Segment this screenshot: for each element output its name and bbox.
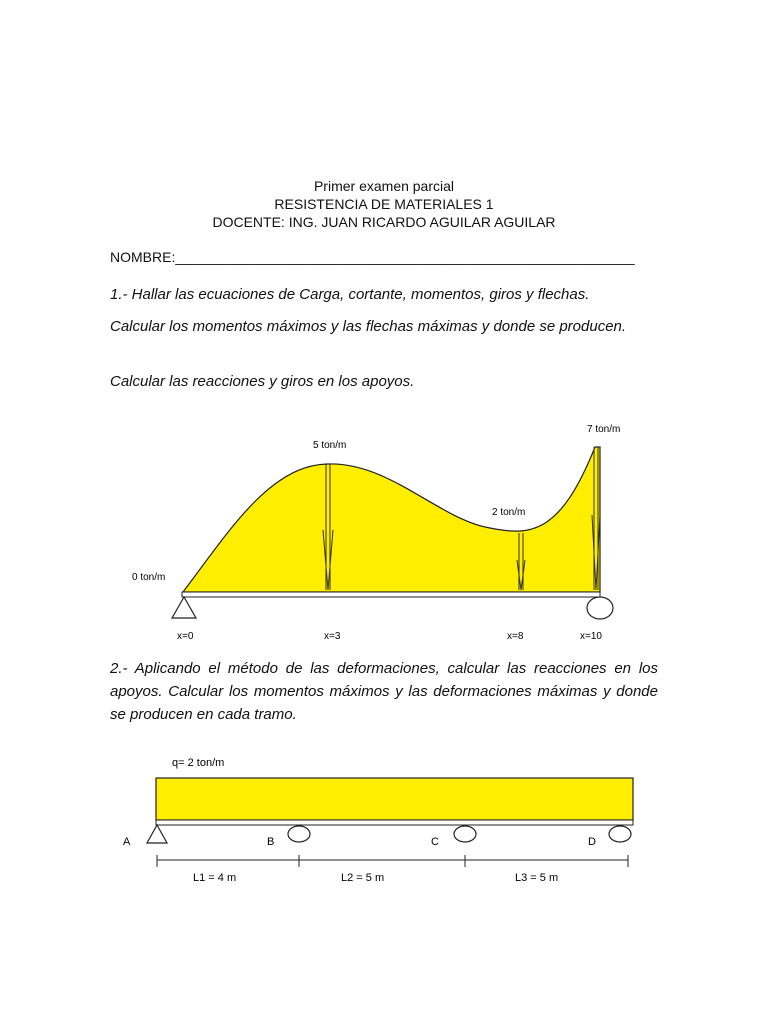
distributed-load-curve (183, 447, 600, 592)
beam (182, 592, 600, 597)
problem1-instruction-2: Calcular las reacciones y giros en los apoyos. (110, 373, 415, 390)
support-C-roller-icon (454, 826, 476, 842)
problem1-statement: 1.- Hallar las ecuaciones de Carga, cortante, momentos, giros y flechas. (110, 286, 590, 303)
continuous-beam-diagram-2 (0, 745, 768, 890)
problem2-statement: 2.- Aplicando el método de las deformaciones, calcular las reacciones en los apoyos. Calcular los momentos máximos y las deformaciones máximas y donde se producen en cada tramo. (110, 660, 658, 723)
teacher-line: DOCENTE: ING. JUAN RICARDO AGUILAR AGUILAR (212, 214, 556, 230)
support-A-pin-icon (147, 825, 167, 843)
span-label-L3: L3 = 5 m (515, 872, 559, 884)
load-label-5: 5 ton/m (313, 440, 347, 451)
uniform-load-label: q= 2 ton/m (172, 757, 225, 769)
uniform-load-block (156, 778, 633, 820)
support-label-D: D (588, 836, 596, 848)
beam-2 (156, 820, 633, 825)
problem1-instruction-1: Calcular los momentos máximos y las flechas máximas y donde se producen. (110, 318, 627, 335)
position-label-x3: x=3 (324, 631, 341, 642)
position-label-x0: x=0 (177, 631, 194, 642)
support-label-A: A (123, 836, 131, 848)
exam-title: Primer examen parcial (313, 178, 455, 194)
load-label-7: 7 ton/m (587, 424, 621, 435)
support-label-B: B (267, 836, 275, 848)
beam-load-diagram-1 (0, 410, 768, 650)
position-label-x8: x=8 (507, 631, 524, 642)
span-label-L2: L2 = 5 m (341, 872, 385, 884)
support-label-C: C (431, 836, 439, 848)
course-title: RESISTENCIA DE MATERIALES 1 (274, 196, 494, 212)
pin-support-icon (172, 597, 196, 618)
nombre-field: NOMBRE:___________________________________________________________ (110, 249, 635, 265)
support-B-roller-icon (288, 826, 310, 842)
roller-support-icon (587, 597, 613, 619)
support-D-roller-icon (609, 826, 631, 842)
load-label-2: 2 ton/m (492, 507, 526, 518)
position-label-x10: x=10 (580, 631, 602, 642)
load-label-0: 0 ton/m (132, 572, 166, 583)
span-label-L1: L1 = 4 m (193, 872, 237, 884)
span-dimension-line (157, 855, 628, 867)
